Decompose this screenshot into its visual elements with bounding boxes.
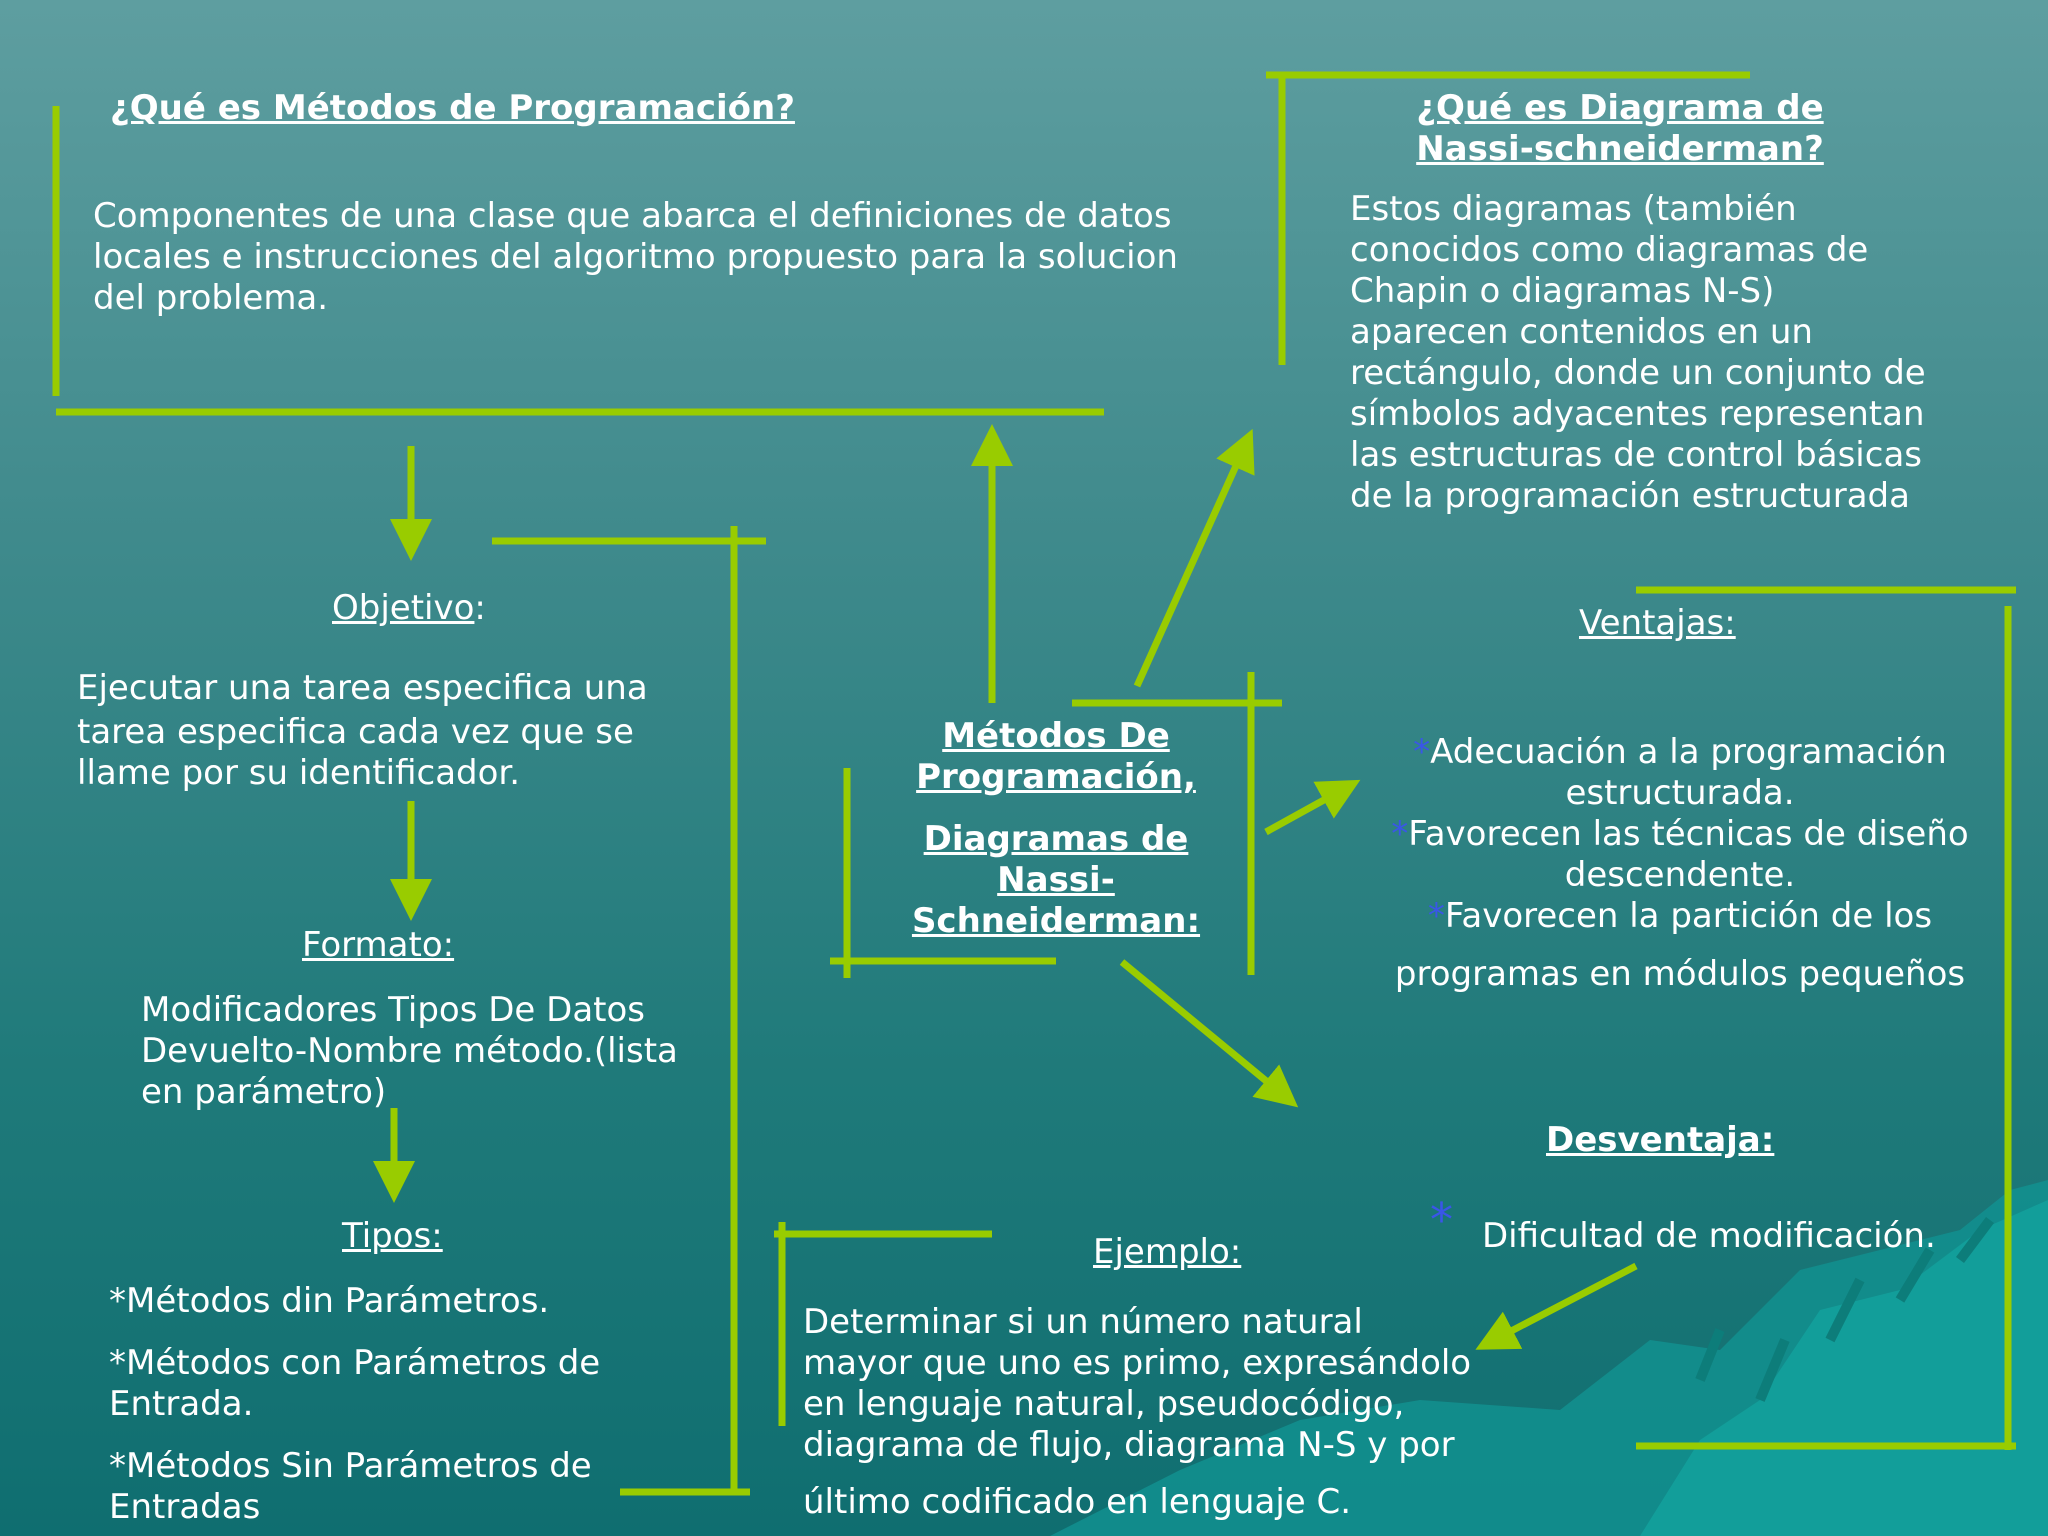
formato-body-line-1: Modificadores Tipos De Datos	[141, 990, 646, 1030]
diagrama-body-line-8: de la programación estructurada	[1350, 476, 1910, 516]
metodos-body-line-1: Componentes de una clase que abarca el definiciones de datos	[93, 196, 1172, 236]
desventaja-body: Dificultad de modificación.	[1482, 1216, 1936, 1256]
ventajas-item-2-line-1	[1360, 814, 2000, 855]
ventajas-title: Ventajas:	[1579, 603, 1736, 643]
objetivo-body-line-2: tarea especifica cada vez que se	[77, 712, 634, 752]
tipos-item-2-line-1: *Métodos con Parámetros de	[109, 1343, 601, 1383]
diagrama-body-line-1: Estos diagramas (también	[1350, 189, 1797, 229]
ventajas-item-1-text: Adecuación a la programación	[1430, 732, 1947, 772]
arrow-to-ejemplo	[1494, 1266, 1636, 1340]
objetivo-title-wrap	[332, 588, 486, 629]
ventajas-bullet-2: *	[1391, 814, 1409, 854]
diagrama-body-line-7: las estructuras de control básicas	[1350, 435, 1922, 475]
objetivo-body-line-3: llame por su identificador.	[77, 753, 521, 793]
ejemplo-body-line-3: en lenguaje natural, pseudocódigo,	[803, 1384, 1405, 1424]
tipos-item-1: *Métodos din Parámetros.	[109, 1281, 550, 1321]
center-title-line-2: Programación,	[916, 757, 1196, 797]
arrow-to-diagrama	[1137, 448, 1244, 686]
diagrama-body-line-2: conocidos como diagramas de	[1350, 230, 1869, 270]
ventajas-item-3-line-1	[1360, 896, 2000, 937]
center-title-line-1: Métodos De	[942, 716, 1170, 756]
diagrama-title-line-1: ¿Qué es Diagrama de	[1416, 88, 1824, 128]
diagrama-body-line-6: símbolos adyacentes representan	[1350, 394, 1925, 434]
ventajas-bullet-1: *	[1413, 732, 1431, 772]
ventajas-item-2-text: Favorecen las técnicas de diseño	[1408, 814, 1969, 854]
center-title-line-5: Schneiderman:	[911, 901, 1201, 941]
center-title-line-4: Nassi-	[997, 860, 1115, 900]
diagrama-body-line-3: Chapin o diagramas N-S)	[1350, 271, 1775, 311]
ventajas-item-2-line-2: descendente.	[1564, 855, 1796, 895]
arrow-to-ventajas	[1266, 790, 1342, 832]
ventajas-last-line: programas en módulos pequeños	[1394, 954, 1966, 994]
ventajas-item-1-line-2: estructurada.	[1565, 773, 1795, 813]
formato-title: Formato:	[302, 925, 455, 965]
ejemplo-body-line-2: mayor que uno es primo, expresándolo	[803, 1343, 1472, 1383]
tipos-item-3-line-1: *Métodos Sin Parámetros de	[109, 1446, 592, 1486]
desventaja-bullet: *	[1430, 1193, 1453, 1247]
objetivo-body-line-1: Ejecutar una tarea especifica una	[77, 668, 648, 708]
ejemplo-body-line-1: Determinar si un número natural	[803, 1302, 1363, 1342]
center-title-line-3: Diagramas de	[923, 819, 1189, 859]
objetivo-title: Objetivo	[332, 588, 475, 628]
diagrama-body-line-4: aparecen contenidos en un	[1350, 312, 1813, 352]
ventajas-bullet-3: *	[1427, 896, 1445, 936]
metodos-body-line-3: del problema.	[93, 278, 329, 318]
formato-body-line-3: en parámetro)	[141, 1072, 387, 1112]
tipos-title: Tipos:	[342, 1216, 443, 1256]
objetivo-colon: :	[474, 588, 486, 628]
ejemplo-body-line-4: diagrama de flujo, diagrama N-S y por	[803, 1425, 1455, 1465]
arrow-to-desventaja	[1122, 962, 1282, 1094]
metodos-body-line-2: locales e instrucciones del algoritmo propuesto para la solucion	[93, 237, 1178, 277]
ventajas-item-3-text: Favorecen la partición de los	[1444, 896, 1933, 936]
desventaja-title: Desventaja:	[1546, 1120, 1775, 1160]
metodos-title: ¿Qué es Métodos de Programación?	[110, 88, 795, 128]
ejemplo-title: Ejemplo:	[1093, 1232, 1242, 1272]
tipos-item-2-line-2: Entrada.	[109, 1384, 254, 1424]
diagrama-title-line-2: Nassi-schneiderman?	[1416, 129, 1824, 169]
ejemplo-body-line-5: último codificado en lenguaje C.	[803, 1482, 1352, 1522]
tipos-item-3-line-2: Entradas	[109, 1487, 261, 1527]
ventajas-item-1-line-1	[1360, 732, 2000, 773]
diagrama-body-line-5: rectángulo, donde un conjunto de	[1350, 353, 1926, 393]
formato-body-line-2: Devuelto-Nombre método.(lista	[141, 1031, 678, 1071]
